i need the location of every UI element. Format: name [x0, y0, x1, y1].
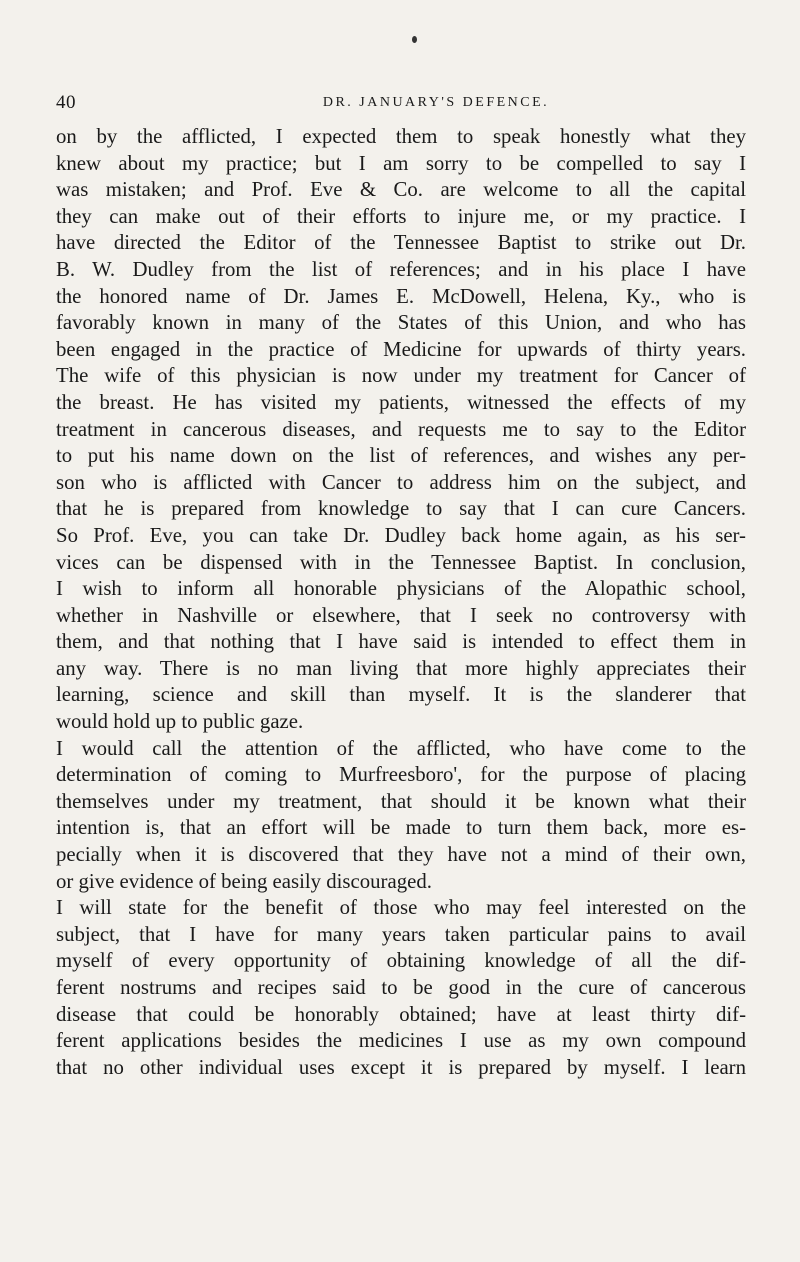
text-line: them, and that nothing that I have said is intended to effect them in — [56, 630, 746, 654]
text-line: themselves under my treatment, that should it be known what their — [56, 789, 746, 813]
text-line: that he is prepared from knowledge to say that I can cure Cancers. — [56, 497, 746, 521]
text-line: have directed the Editor of the Tennessee Baptist to strike out Dr. — [56, 231, 746, 255]
text-line: been engaged in the practice of Medicine for upwards of thirty years. — [56, 337, 746, 361]
text-line: whether in Nashville or elsewhere, that I seek no controversy with — [56, 603, 746, 627]
text-line: knew about my practice; but I am sorry to be compelled to say I — [56, 151, 746, 175]
body-text — [56, 124, 746, 1081]
text-line: that no other individual uses except it is prepared by myself. I learn — [56, 1055, 746, 1079]
page-number: 40 — [56, 92, 76, 113]
text-line: they can make out of their efforts to injure me, or my practice. I — [56, 204, 746, 228]
text-line: myself of every opportunity of obtaining knowledge of all the dif- — [56, 949, 746, 973]
text-line: vices can be dispensed with in the Tennessee Baptist. In conclusion, — [56, 550, 746, 574]
text-line: disease that could be honorably obtained; have at least thirty dif- — [56, 1002, 746, 1026]
text-line: treatment in cancerous diseases, and requests me to say to the Editor — [56, 417, 746, 441]
text-line: I wish to inform all honorable physicians of the Alopathic school, — [56, 577, 746, 601]
text-line: intention is, that an effort will be made to turn them back, more es- — [56, 816, 746, 840]
text-line: So Prof. Eve, you can take Dr. Dudley back home again, as his ser- — [56, 523, 746, 547]
text-line: on by the afflicted, I expected them to speak honestly what they — [56, 125, 746, 148]
text-line: to put his name down on the list of references, and wishes any per- — [56, 444, 746, 468]
text-line: ferent nostrums and recipes said to be good in the cure of cancerous — [56, 976, 746, 999]
text-line: The wife of this physician is now under my treatment for Cancer of — [56, 364, 746, 388]
text-line: determination of coming to Murfreesboro', for the purpose of placing — [56, 763, 746, 787]
text-line: the breast. He has visited my patients, witnessed the effects of my — [56, 390, 746, 414]
page-header — [56, 92, 746, 116]
text-line: favorably known in many of the States of this Union, and who has — [56, 311, 746, 335]
text-line: would hold up to public gaze. — [56, 710, 304, 734]
text-line: learning, science and skill than myself. It is the slanderer that — [56, 683, 746, 707]
text-line: the honored name of Dr. James E. McDowell, Helena, Ky., who is — [56, 284, 746, 308]
text-line: or give evidence of being easily discouraged. — [56, 869, 432, 893]
text-line: any way. There is no man living that more highly appreciates their — [56, 656, 746, 680]
text-line: ferent applications besides the medicines I use as my own compound — [56, 1029, 746, 1053]
text-line: son who is afflicted with Cancer to address him on the subject, and — [56, 470, 746, 494]
ink-speck — [412, 36, 417, 43]
text-line: B. W. Dudley from the list of references; and in his place I have — [56, 257, 746, 281]
text-line: was mistaken; and Prof. Eve & Co. are welcome to all the capital — [56, 178, 746, 202]
text-line: subject, that I have for many years taken particular pains to avail — [56, 922, 746, 946]
text-line: pecially when it is discovered that they have not a mind of their own, — [56, 843, 746, 867]
text-line: I will state for the benefit of those who may feel interested on the — [56, 896, 746, 920]
text-line: I would call the attention of the afflicted, who have come to the — [56, 736, 746, 760]
running-head: DR. JANUARY'S DEFENCE. — [322, 95, 550, 110]
